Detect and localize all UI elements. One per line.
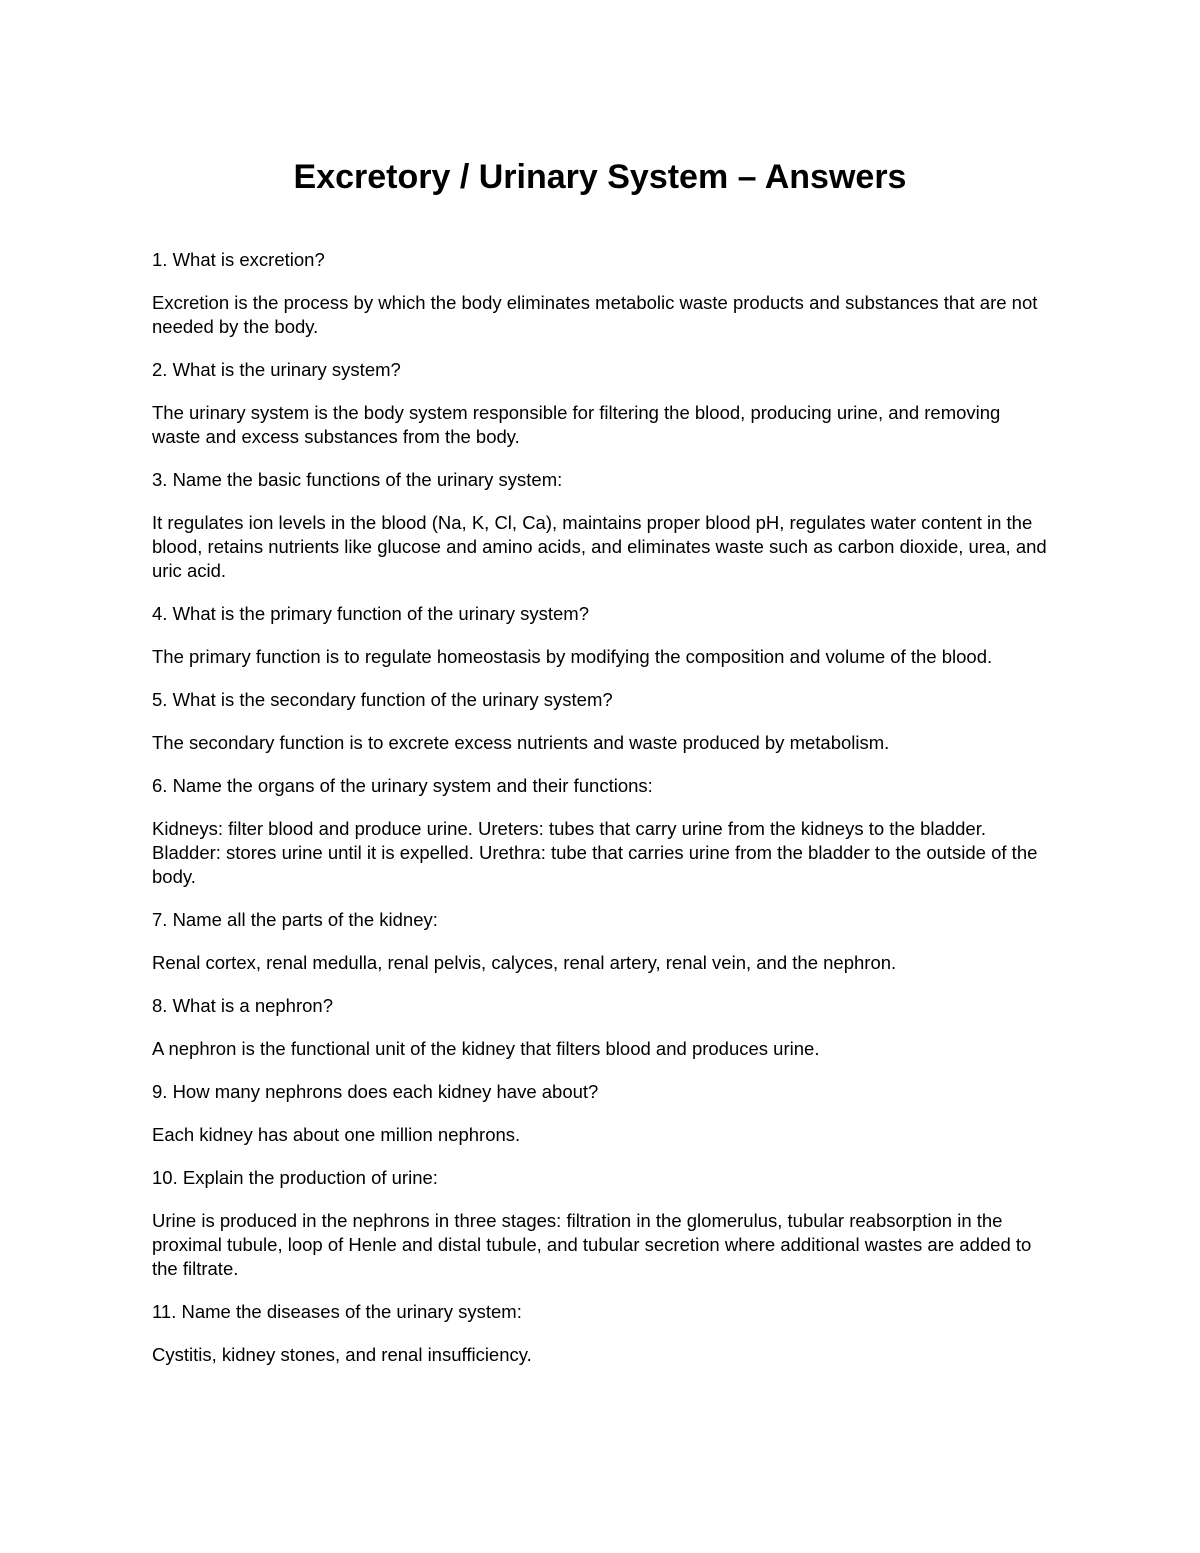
qa-item-9 [152, 1080, 1052, 1147]
answer: A nephron is the functional unit of the kidney that filters blood and produces urine. [152, 1038, 820, 1059]
question: 8. What is a nephron? [152, 995, 333, 1016]
qa-item-3 [152, 468, 1052, 583]
question: 6. Name the organs of the urinary system and their functions: [152, 775, 653, 796]
question: 9. How many nephrons does each kidney have about? [152, 1081, 599, 1102]
answer: The primary function is to regulate homeostasis by modifying the composition and volume of the blood. [152, 646, 993, 667]
qa-item-10 [152, 1166, 1052, 1281]
qa-item-4 [152, 602, 1052, 669]
question: 1. What is excretion? [152, 249, 325, 270]
qa-item-11 [152, 1300, 1052, 1367]
answer: The secondary function is to excrete excess nutrients and waste produced by metabolism. [152, 732, 890, 753]
answer: Cystitis, kidney stones, and renal insufficiency. [152, 1344, 532, 1365]
answer: Excretion is the process by which the body eliminates metabolic waste products and substances that are not needed by the body. [152, 292, 1038, 337]
question: 2. What is the urinary system? [152, 359, 401, 380]
qa-item-2 [152, 358, 1052, 449]
answer: Each kidney has about one million nephrons. [152, 1124, 521, 1145]
qa-item-6 [152, 774, 1052, 889]
qa-item-7 [152, 908, 1052, 975]
answer: It regulates ion levels in the blood (Na, K, Cl, Ca), maintains proper blood pH, regulates water content in the blood, retains nutrients like glucose and amino acids, and eliminates waste such as carbon dioxide, urea, and uric acid. [152, 512, 1047, 581]
qa-item-1 [152, 248, 1052, 339]
question: 11. Name the diseases of the urinary system: [152, 1301, 522, 1322]
answer: The urinary system is the body system responsible for filtering the blood, producing urine, and removing waste and excess substances from the body. [152, 402, 1001, 447]
question: 7. Name all the parts of the kidney: [152, 909, 438, 930]
question: 4. What is the primary function of the urinary system? [152, 603, 589, 624]
question: 3. Name the basic functions of the urinary system: [152, 469, 563, 490]
question: 5. What is the secondary function of the urinary system? [152, 689, 613, 710]
qa-item-5 [152, 688, 1052, 755]
answer: Renal cortex, renal medulla, renal pelvis, calyces, renal artery, renal vein, and the nephron. [152, 952, 897, 973]
page-title: Excretory / Urinary System – Answers [293, 158, 907, 196]
qa-list [152, 248, 1052, 1386]
qa-item-8 [152, 994, 1052, 1061]
answer: Urine is produced in the nephrons in three stages: filtration in the glomerulus, tubular reabsorption in the proximal tubule, loop of Henle and distal tubule, and tubular secretion where additional wastes are added to the filtrate. [152, 1210, 1032, 1279]
question: 10. Explain the production of urine: [152, 1167, 438, 1188]
answer: Kidneys: filter blood and produce urine. Ureters: tubes that carry urine from the kidneys to the bladder. Bladder: stores urine until it is expelled. Urethra: tube that carries urine from the bladder to the outside of the body. [152, 818, 1038, 887]
